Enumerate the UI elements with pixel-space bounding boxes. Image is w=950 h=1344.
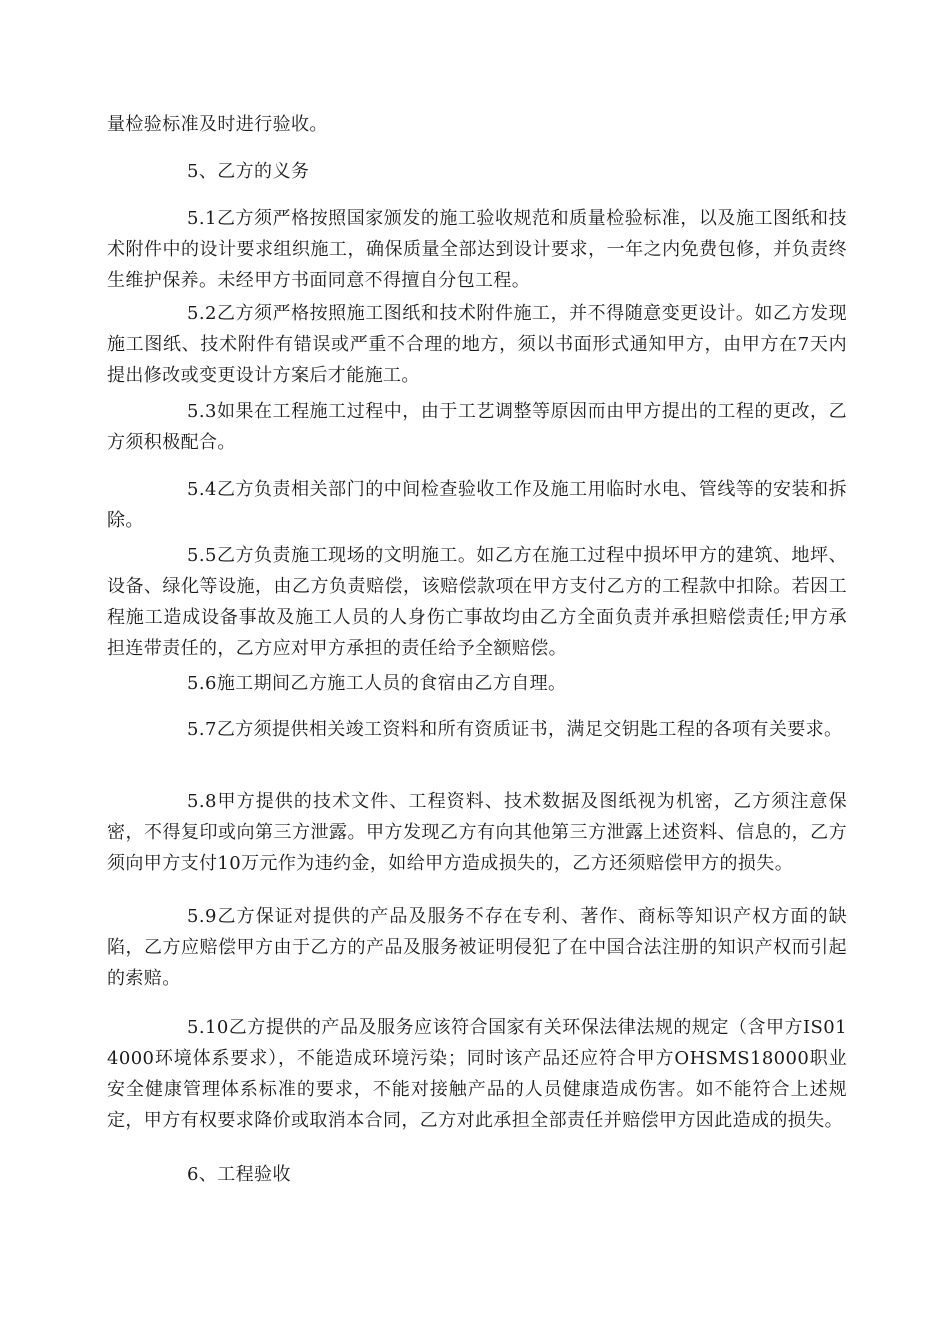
section-heading-obligations: 5、乙方的义务 [187,161,310,182]
paragraph-continuation: 量检验标准及时进行验收。 [107,114,328,135]
clause-5-5: 5.5乙方负责施工现场的文明施工。如乙方在施工过程中损坏甲方的建筑、地坪、设备、绿化等设施，由乙方负责赔偿，该赔偿款项在甲方支付乙方的工程款中扣除。若因工程施工造成设备事故及施工人员的人身伤亡事故均由乙方全面负责并承担赔偿责任;甲方承担连带责任的，乙方应对甲方承担的责任给予全额赔偿。 [107,545,847,659]
clause-5-7: 5.7乙方须提供相关竣工资料和所有资质证书，满足交钥匙工程的各项有关要求。 [187,719,843,740]
clause-5-3: 5.3如果在工程施工过程中，由于工艺调整等原因而由甲方提出的工程的更改，乙方须积极配合。 [107,401,847,453]
clause-5-8: 5.8甲方提供的技术文件、工程资料、技术数据及图纸视为机密，乙方须注意保密，不得复印或向第三方泄露。甲方发现乙方有向其他第三方泄露上述资料、信息的，乙方须向甲方支付10万元作为违约金，如给甲方造成损失的，乙方还须赔偿甲方的损失。 [107,791,847,874]
clause-5-6: 5.6施工期间乙方施工人员的食宿由乙方自理。 [187,673,567,694]
clause-5-10: 5.10乙方提供的产品及服务应该符合国家有关环保法律法规的规定（含甲方IS014000环境体系要求），不能造成环境污染；同时该产品还应符合甲方OHSMS18000职业安全健康管理体系标准的要求，不能对接触产品的人员健康造成伤害。如不能符合上述规定，甲方有权要求降价或取消本合同，乙方对此承担全部责任并赔偿甲方因此造成的损失。 [107,1017,847,1131]
clause-5-1: 5.1乙方须严格按照国家颁发的施工验收规范和质量检验标准，以及施工图纸和技术附件中的设计要求组织施工，确保质量全部达到设计要求，一年之内免费包修，并负责终生维护保养。未经甲方书面同意不得擅自分包工程。 [107,208,847,291]
section-heading-acceptance: 6、工程验收 [187,1164,291,1185]
clause-5-4: 5.4乙方负责相关部门的中间检查验收工作及施工用临时水电、管线等的安装和拆除。 [107,479,847,531]
clause-5-2: 5.2乙方须严格按照施工图纸和技术附件施工，并不得随意变更设计。如乙方发现施工图纸、技术附件有错误或严重不合理的地方，须以书面形式通知甲方，由甲方在7天内提出修改或变更设计方案后才能施工。 [107,303,847,386]
clause-5-9: 5.9乙方保证对提供的产品及服务不存在专利、著作、商标等知识产权方面的缺陷，乙方应赔偿甲方由于乙方的产品及服务被证明侵犯了在中国合法注册的知识产权而引起的索赔。 [107,906,847,989]
